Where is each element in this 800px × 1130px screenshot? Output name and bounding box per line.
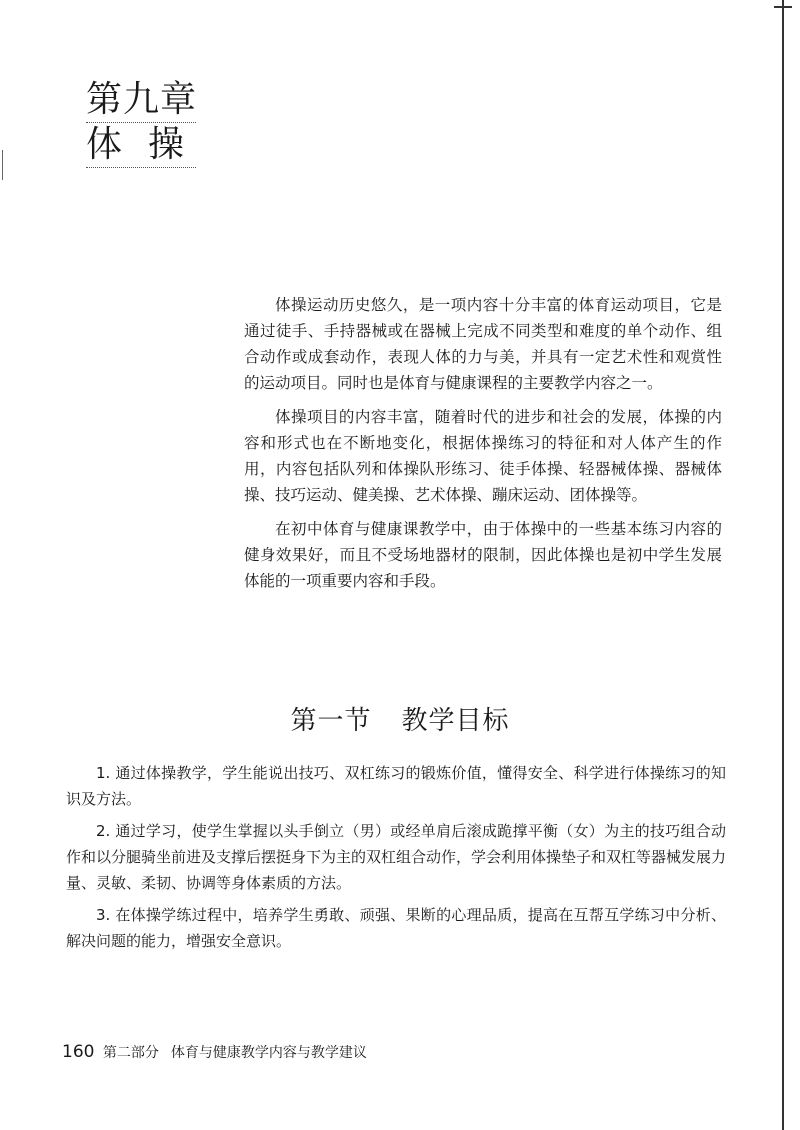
teaching-goals [66,760,726,960]
intro-paragraph: 体操运动历史悠久，是一项内容十分丰富的体育运动项目，它是通过徒手、手持器械或在器械上完成不同类型和难度的单个动作、组合动作或成套动作，表现人体的力与美，并具有一定艺术性和观赏性的运动项目。同时也是体育与健康课程的主要教学内容之一。 [244,296,722,392]
page-edge-left-mark [2,150,3,180]
page-edge-line [782,0,784,1130]
footer-part-title: 体育与健康教学内容与教学建议 [170,1045,367,1061]
section-number: 第一节 [290,706,372,736]
chapter-number: 第九章 [86,78,196,123]
page-edge-mark [774,6,792,8]
chapter-title: 体操 [86,123,196,168]
goal-item: 2. 通过学习，使学生掌握以头手倒立（男）或经单肩后滚成跪撑平衡（女）为主的技巧组合动作和以分腿骑坐前进及支撑后摆挺身下为主的双杠组合动作，学会利用体操垫子和双杠等器械发展力量、灵敏、柔韧、协调等身体素质的方法。 [66,822,727,892]
intro-paragraph: 体操项目的内容丰富，随着时代的进步和社会的发展，体操的内容和形式也在不断地变化，根据体操练习的特征和对人体产生的作用，内容包括队列和体操队形练习、徒手体操、轻器械体操、器械体操、技巧运动、健美操、艺术体操、蹦床运动、团体操等。 [244,408,722,504]
page-footer [62,1042,367,1062]
footer-part: 第二部分 [102,1045,159,1061]
goal-item: 3. 在体操学练过程中，培养学生勇敢、顽强、果断的心理品质，提高在互帮互学练习中分析、解决问题的能力，增强安全意识。 [66,906,726,950]
section-title: 教学目标 [401,706,510,736]
intro-paragraph: 在初中体育与健康课教学中，由于体操中的一些基本练习内容的健身效果好，而且不受场地器材的限制，因此体操也是初中学生发展体能的一项重要内容和手段。 [244,520,722,590]
page-number: 160 [62,1042,95,1062]
section-heading [0,700,800,737]
goal-item: 1. 通过体操教学，学生能说出技巧、双杠练习的锻炼价值，懂得安全、科学进行体操练习的知识及方法。 [66,764,726,808]
chapter-heading [86,78,211,168]
chapter-intro [244,292,722,602]
